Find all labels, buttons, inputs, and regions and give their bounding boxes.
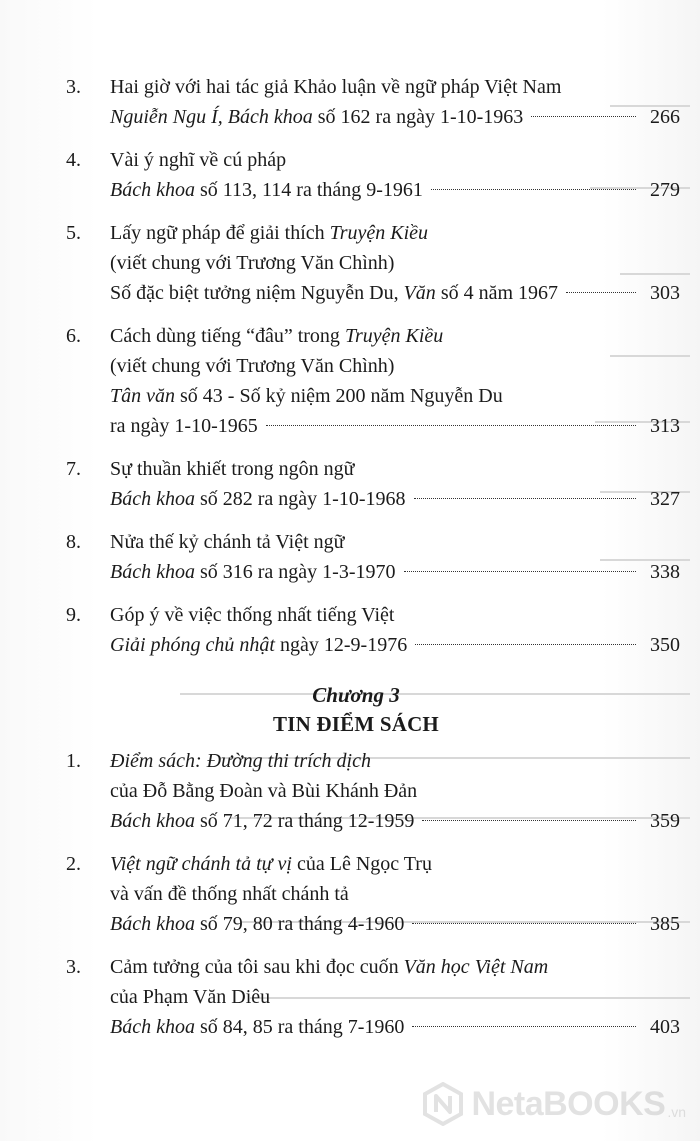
text: Vài ý nghĩ về cú pháp (110, 149, 287, 171)
italic-text: Truyện Kiều (344, 325, 444, 347)
page-number: 313 (650, 415, 680, 437)
table-of-contents (66, 72, 680, 1055)
chapter-label: Chương 3 (312, 683, 400, 707)
publication-detail: số 162 ra ngày 1-10-1963 (312, 106, 524, 128)
publication-name: Bách khoa (110, 1016, 195, 1038)
page-number: 279 (650, 179, 680, 201)
entry-source-line (110, 175, 680, 205)
publication-detail: số 4 năm 1967 (435, 282, 559, 304)
entry-line (110, 600, 680, 630)
entry-text-block (110, 454, 680, 514)
dot-leader (404, 571, 636, 572)
italic-text: Truyện Kiều (329, 222, 429, 244)
publication-source (110, 909, 404, 939)
text: Sự thuần khiết trong ngôn ngữ (110, 458, 355, 480)
publication-source (110, 278, 558, 308)
entry-number: 7. (66, 458, 81, 480)
dot-leader (415, 644, 636, 645)
page-number: 350 (650, 634, 680, 656)
dot-leader (422, 820, 636, 821)
text: của Phạm Văn Diêu (110, 986, 271, 1008)
entry-line (110, 746, 680, 776)
watermark-brand: NetaBOOKS (471, 1084, 666, 1123)
dot-leader (412, 923, 636, 924)
page-number: 403 (650, 1016, 680, 1038)
publication-detail: số 79, 80 ra tháng 4-1960 (194, 913, 405, 935)
entry-line (110, 381, 680, 411)
entry-text-block (110, 746, 680, 836)
toc-entry (66, 849, 680, 939)
publication-name: Nguiễn Ngu Í, Bách khoa (110, 106, 313, 128)
watermark-domain: .vn (667, 1104, 686, 1120)
entry-number: 9. (66, 604, 81, 626)
publication-source (110, 630, 407, 660)
text: của Đỗ Bằng Đoàn và Bùi Khánh Đản (110, 780, 418, 802)
publication-name: Bách khoa (110, 488, 195, 510)
entry-text-block (110, 321, 680, 441)
page-number: 338 (650, 561, 680, 583)
entry-line (110, 776, 680, 806)
entry-number: 1. (66, 750, 81, 772)
entry-line (110, 879, 680, 909)
entry-text-block (110, 952, 680, 1042)
entry-line (110, 849, 680, 879)
text: Nửa thế kỷ chánh tả Việt ngữ (110, 531, 345, 553)
entry-text-block (110, 600, 680, 660)
entry-source-line (110, 278, 680, 308)
dot-leader (531, 116, 636, 117)
text: và vấn đề thống nhất chánh tả (110, 883, 349, 905)
page-number: 266 (650, 106, 680, 128)
entry-line (110, 952, 680, 982)
entry-number: 3. (66, 76, 81, 98)
publication-source (110, 175, 423, 205)
publication-detail: số 282 ra ngày 1-10-1968 (194, 488, 406, 510)
publication-detail: số 316 ra ngày 1-3-1970 (194, 561, 396, 583)
dot-leader (414, 498, 636, 499)
entry-number: 8. (66, 531, 81, 553)
toc-entry (66, 218, 680, 308)
page-number: 327 (650, 488, 680, 510)
toc-entry (66, 321, 680, 441)
publication-detail: ra ngày 1-10-1965 (110, 415, 258, 437)
publication-source (110, 1012, 404, 1042)
entry-text-block (110, 218, 680, 308)
entry-number: 6. (66, 325, 81, 347)
text: Cảm tưởng của tôi sau khi đọc cuốn (110, 956, 404, 978)
entry-line (110, 145, 680, 175)
toc-entry (66, 600, 680, 660)
entry-text-block (110, 849, 680, 939)
italic-text: Việt ngữ chánh tả tự vị (110, 853, 292, 875)
entry-line (110, 218, 680, 248)
entry-text-block (110, 145, 680, 205)
entry-number: 4. (66, 149, 81, 171)
toc-entry (66, 72, 680, 132)
publication-name: Giải phóng chủ nhật (110, 634, 275, 656)
entry-line (110, 248, 680, 278)
dot-leader (266, 425, 636, 426)
toc-entry (66, 145, 680, 205)
publisher-watermark (421, 1082, 686, 1126)
publication-name: Bách khoa (110, 913, 195, 935)
publication-source (110, 806, 414, 836)
dot-leader (431, 189, 636, 190)
publication-detail: số 71, 72 ra tháng 12-1959 (194, 810, 415, 832)
toc-entry (66, 952, 680, 1042)
entry-text-block (110, 527, 680, 587)
publication-source (110, 484, 406, 514)
toc-entry (66, 454, 680, 514)
entry-source-line (110, 1012, 680, 1042)
entry-source-line (110, 484, 680, 514)
entry-number: 3. (66, 956, 81, 978)
text: Cách dùng tiếng “đâu” trong (110, 325, 345, 347)
italic-text: Điểm sách: Đường thi trích dịch (110, 750, 371, 772)
entry-source-line (110, 557, 680, 587)
entry-source-line (110, 630, 680, 660)
text: Góp ý về việc thống nhất tiếng Việt (110, 604, 395, 626)
entry-line (110, 351, 680, 381)
text: số 43 - Số kỷ niệm 200 năm Nguyễn Du (175, 385, 503, 407)
publication-source (110, 102, 523, 132)
dot-leader (566, 292, 636, 293)
text: (viết chung với Trương Văn Chình) (110, 355, 395, 377)
publication-detail: ngày 12-9-1976 (275, 634, 408, 656)
publication-detail: số 113, 114 ra tháng 9-1961 (194, 179, 423, 201)
chapter-3-entry-list (66, 746, 680, 1042)
text: Lấy ngữ pháp để giải thích (110, 222, 330, 244)
publication-source (110, 411, 258, 441)
publication-source (110, 557, 396, 587)
text: của Lê Ngọc Trụ (291, 853, 432, 875)
chapter-title: TIN ĐIỂM SÁCH (273, 712, 439, 736)
page-number: 385 (650, 913, 680, 935)
entry-number: 2. (66, 853, 81, 875)
publication-detail: số 84, 85 ra tháng 7-1960 (194, 1016, 405, 1038)
entry-line (110, 982, 680, 1012)
netabooks-logo-icon (421, 1082, 465, 1126)
chapter-2-entry-list (66, 72, 680, 660)
text: (viết chung với Trương Văn Chình) (110, 252, 395, 274)
publication-name: Bách khoa (110, 810, 195, 832)
toc-entry (66, 527, 680, 587)
dot-leader (412, 1026, 636, 1027)
publication-detail: Số đặc biệt tưởng niệm Nguyễn Du, (110, 282, 404, 304)
page-number: 303 (650, 282, 680, 304)
italic-text: Tân văn (110, 385, 175, 407)
entry-line (110, 321, 680, 351)
toc-entry (66, 746, 680, 836)
entry-source-line (110, 411, 680, 441)
chapter-heading (49, 681, 663, 739)
entry-text-block (110, 72, 680, 132)
publication-name: Bách khoa (110, 179, 195, 201)
italic-text: Văn học Việt Nam (403, 956, 549, 978)
entry-source-line (110, 102, 680, 132)
publication-name: Văn (403, 282, 436, 304)
entry-source-line (110, 909, 680, 939)
page-number: 359 (650, 810, 680, 832)
entry-line (110, 454, 680, 484)
entry-number: 5. (66, 222, 81, 244)
publication-name: Bách khoa (110, 561, 195, 583)
entry-line (110, 72, 680, 102)
text: Hai giờ với hai tác giả Khảo luận về ngữ pháp Việt Nam (110, 76, 562, 98)
entry-source-line (110, 806, 680, 836)
entry-line (110, 527, 680, 557)
